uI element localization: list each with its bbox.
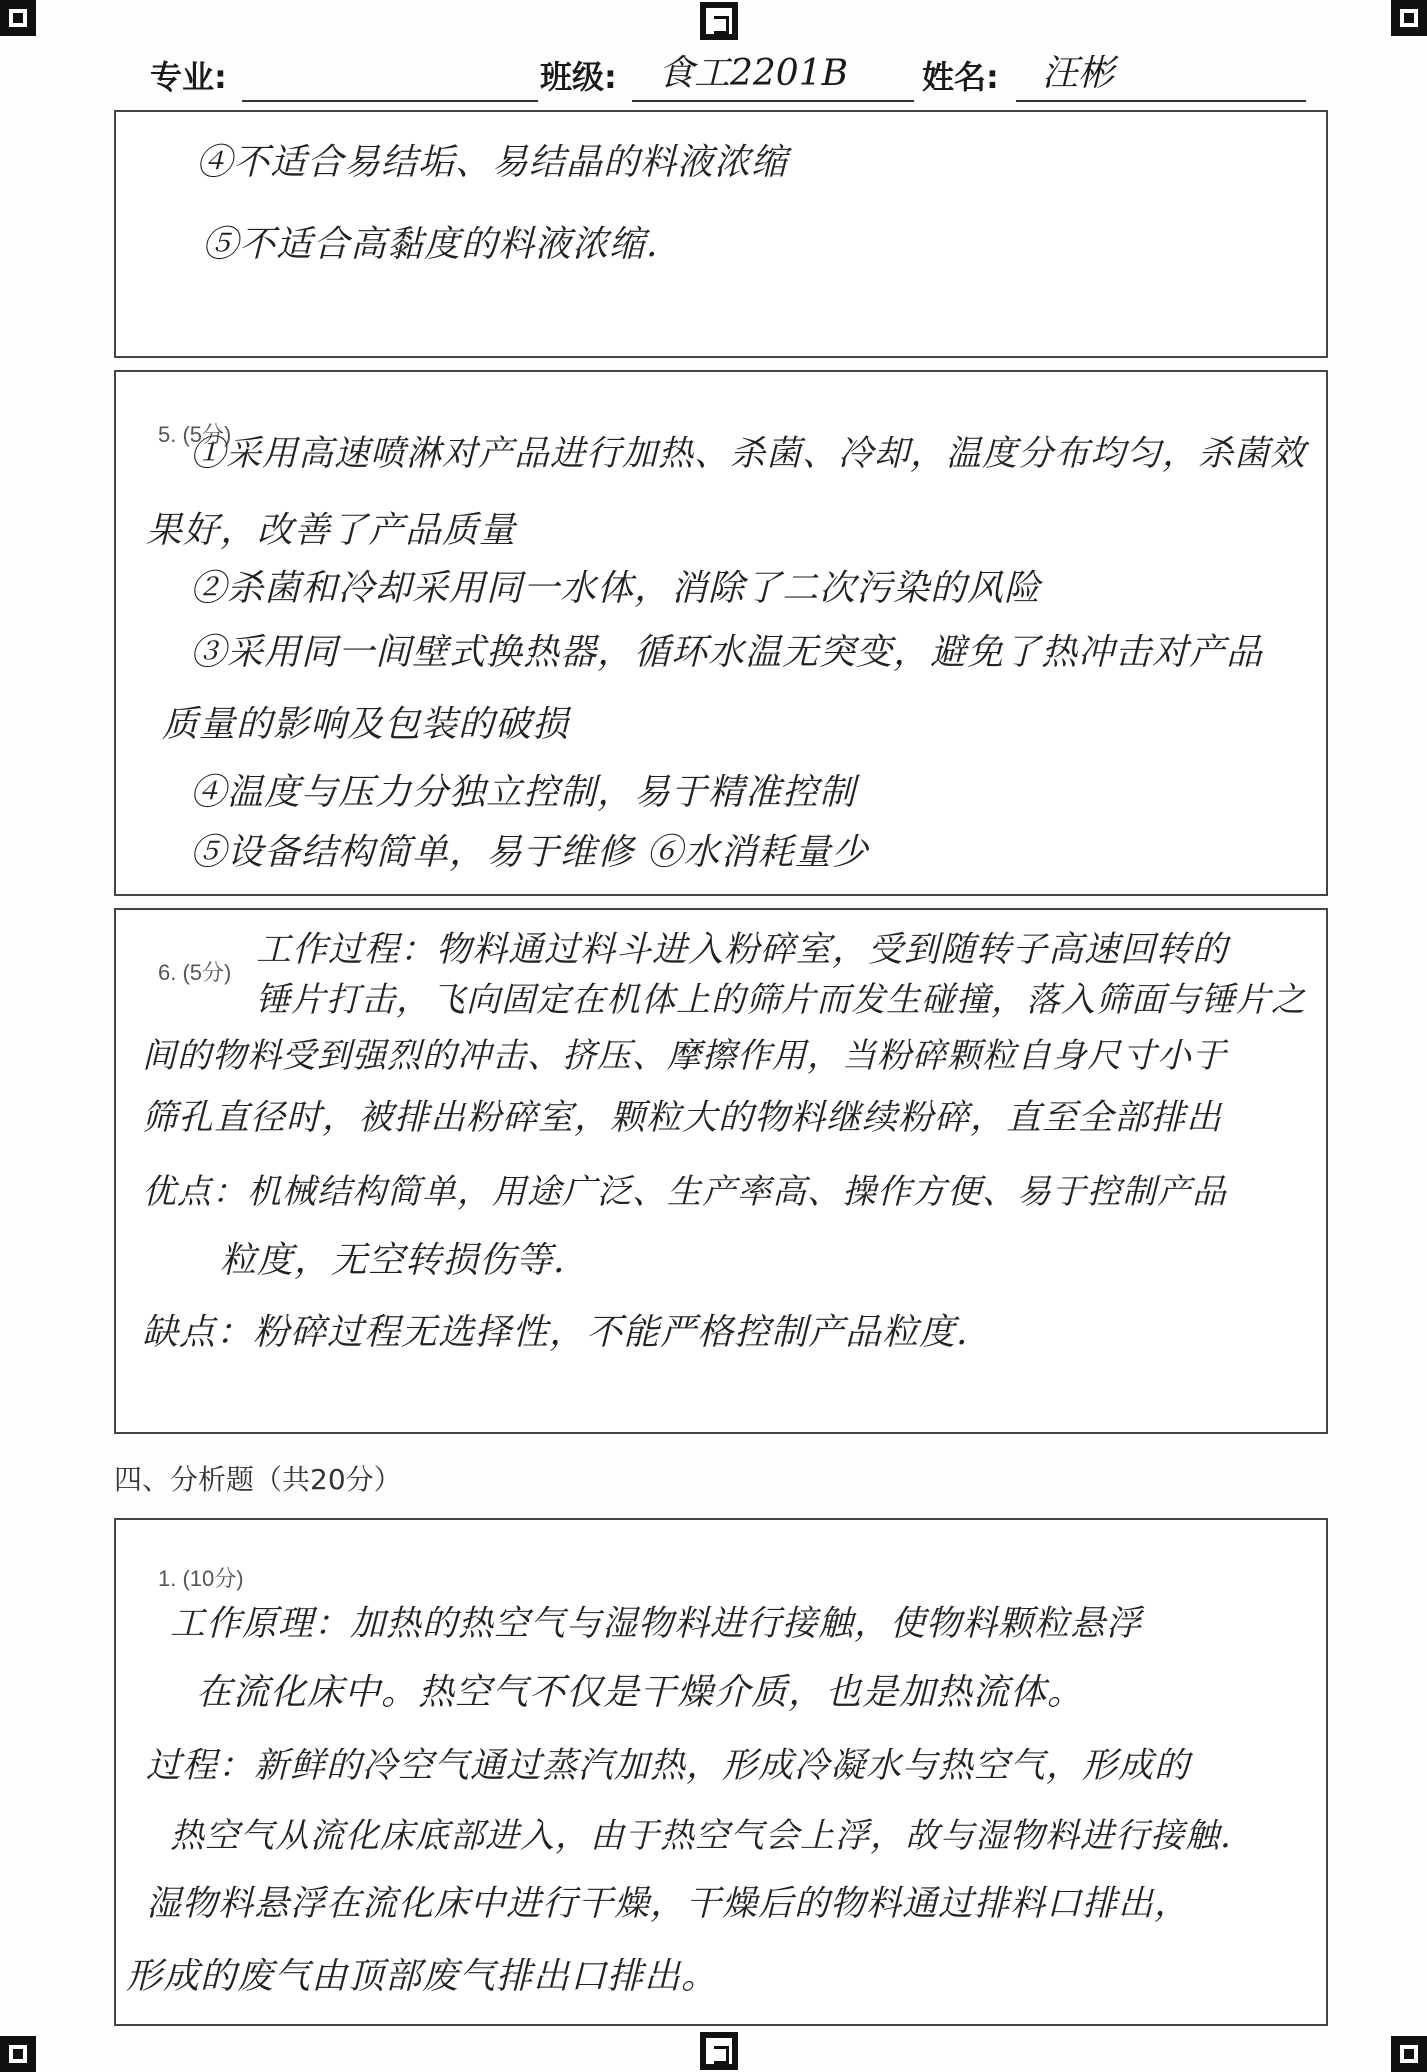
answer-box-q6 [114, 908, 1328, 1434]
name-label: 姓名: [922, 58, 999, 96]
class-value: 食工2201B [658, 53, 849, 94]
major-field [150, 52, 550, 108]
answer-box-analysis-q1 [114, 1518, 1328, 2026]
answer-line: 粒度，无空转损伤等. [220, 1240, 566, 1281]
question-number: 6. (5分) [158, 960, 232, 985]
answer-line: 在流化床中。热空气不仅是干燥介质，也是加热流体。 [196, 1672, 1085, 1713]
answer-line: ⑤不适合高黏度的料液浓缩. [202, 224, 659, 265]
answer-line: 形成的废气由顶部废气排出口排出。 [126, 1956, 719, 1997]
registration-marker-top-left [0, 0, 36, 36]
answer-line: 湿物料悬浮在流化床中进行干燥，干燥后的物料通过排料口排出， [146, 1884, 1191, 1924]
section-heading-analysis: 四、分析题（共20分） [114, 1463, 402, 1496]
answer-line: 优点：机械结构简单，用途广泛、生产率高、操作方便、易于控制产品 [142, 1172, 1227, 1212]
answer-line: ④不适合易结垢、易结晶的料液浓缩 [196, 142, 789, 183]
answer-line: 间的物料受到强烈的冲击、挤压、摩擦作用，当粉碎颗粒自身尺寸小于 [142, 1036, 1227, 1076]
registration-marker-top-right [1391, 0, 1427, 36]
class-label: 班级: [540, 58, 617, 96]
major-label: 专业: [150, 58, 227, 96]
answer-line: ②杀菌和冷却采用同一水体，消除了二次污染的风险 [190, 568, 1042, 609]
answer-line: 质量的影响及包装的破损 [162, 704, 570, 745]
answer-line: 过程：新鲜的冷空气通过蒸汽加热，形成冷凝水与热空气，形成的 [146, 1746, 1191, 1786]
answer-line: 筛孔直径时，被排出粉碎室，颗粒大的物料继续粉碎，直至全部排出 [142, 1098, 1223, 1138]
registration-marker-bottom-left [0, 2036, 36, 2072]
answer-line: 果好，改善了产品质量 [146, 510, 517, 551]
answer-line: ③采用同一间壁式换热器，循环水温无突变，避免了热冲击对产品 [190, 632, 1264, 673]
name-field [922, 52, 1310, 108]
answer-line: ⑤设备结构简单，易于维修 ⑥水消耗量少 [190, 832, 869, 873]
answer-box-q4-continued [114, 110, 1328, 358]
answer-box-q5 [114, 370, 1328, 896]
name-value: 汪彬 [1042, 53, 1115, 94]
registration-marker-top-center [700, 2, 738, 40]
name-underline [1016, 100, 1306, 102]
class-underline [632, 100, 914, 102]
answer-line: 工作原理：加热的热空气与湿物料进行接触，使物料颗粒悬浮 [170, 1604, 1143, 1644]
answer-line: 热空气从流化床底部进入，由于热空气会上浮，故与湿物料进行接触. [170, 1816, 1232, 1856]
question-number: 1. (10分) [158, 1566, 244, 1591]
registration-marker-bottom-right [1391, 2036, 1427, 2072]
answer-sheet-header [150, 52, 1310, 108]
answer-line: 缺点：粉碎过程无选择性，不能严格控制产品粒度. [142, 1312, 969, 1353]
answer-line: ④温度与压力分独立控制，易于精准控制 [190, 772, 857, 813]
class-field [540, 52, 920, 108]
question-number: 5. (5分) [158, 422, 232, 447]
answer-line: 工作过程：物料通过料斗进入粉碎室，受到随转子高速回转的 [256, 930, 1229, 970]
registration-marker-bottom-center [700, 2032, 738, 2070]
major-underline [242, 100, 538, 102]
answer-line: ①采用高速喷淋对产品进行加热、杀菌、冷却，温度分布均匀，杀菌效 [190, 434, 1307, 474]
answer-line: 锤片打击，飞向固定在机体上的筛片而发生碰撞，落入筛面与锤片之 [256, 980, 1306, 1020]
